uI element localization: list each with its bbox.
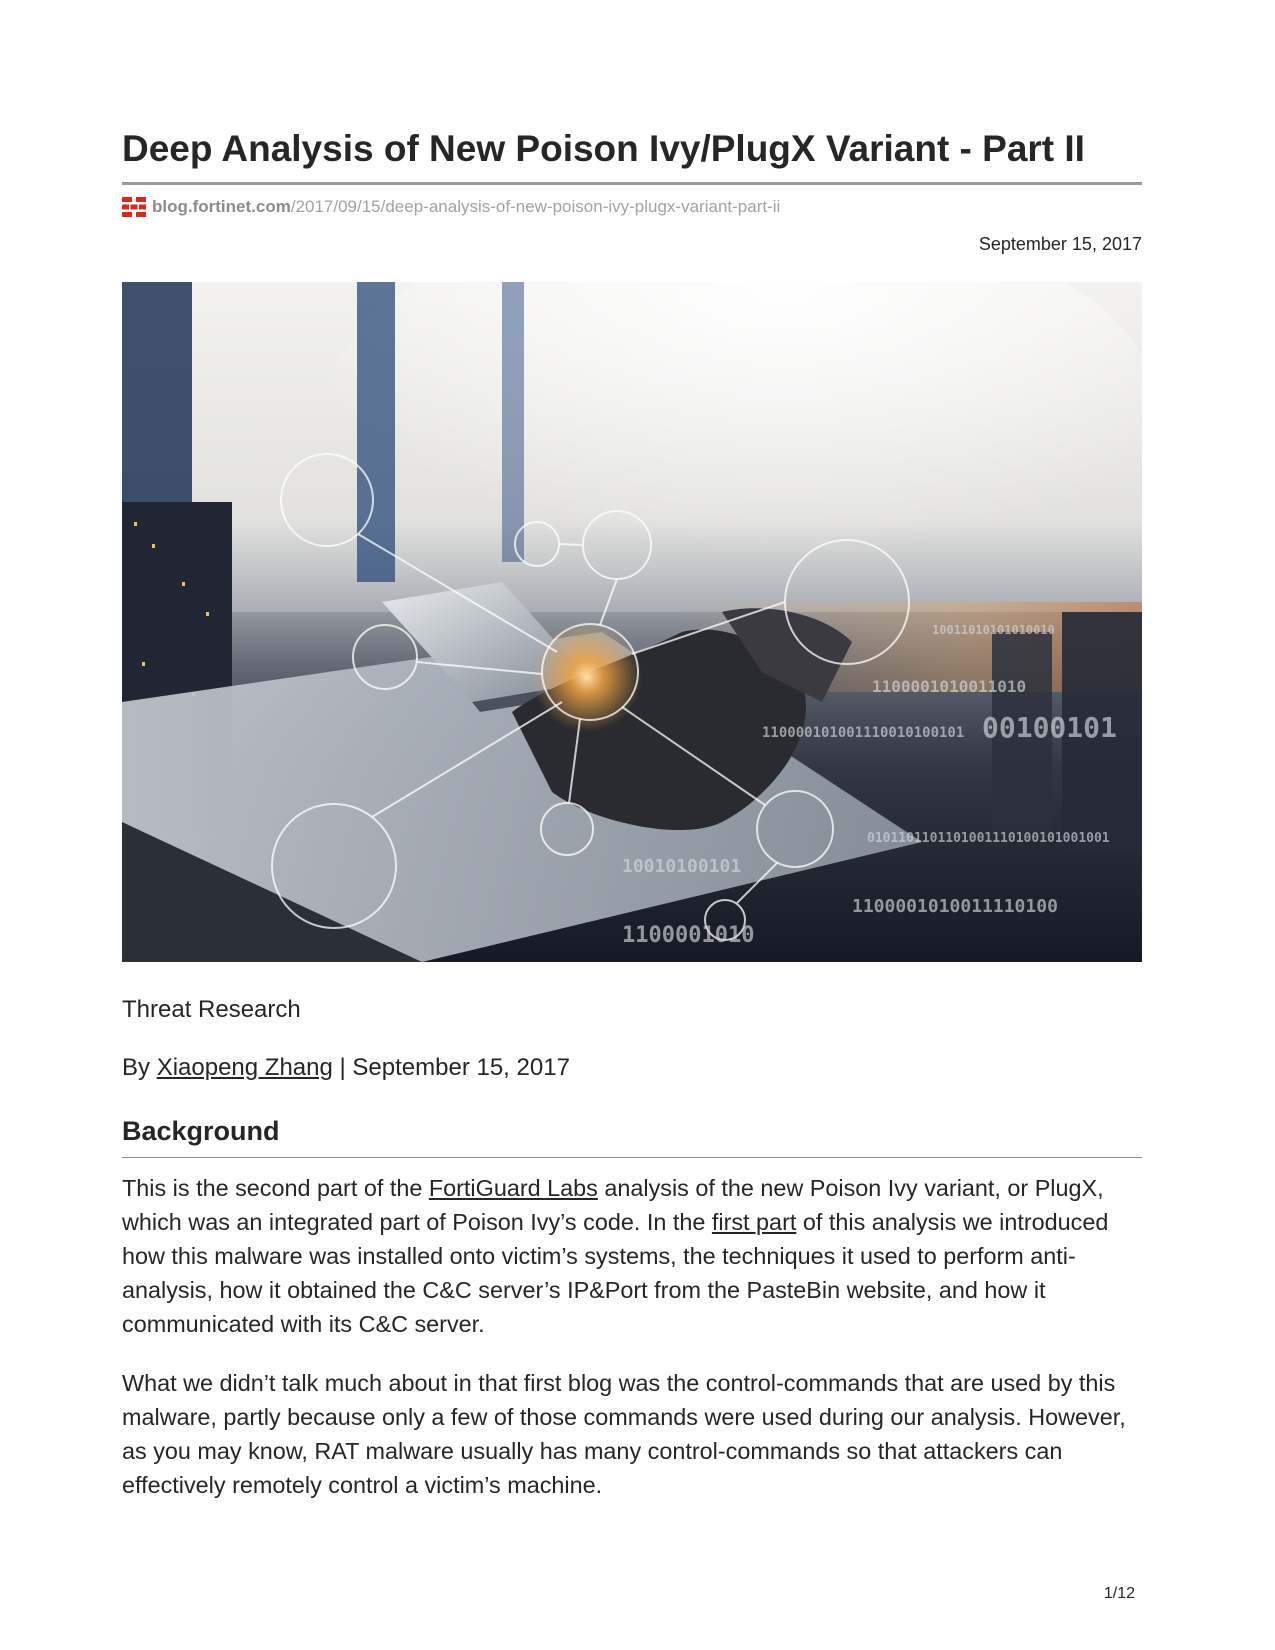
source-path: /2017/09/15/deep-analysis-of-new-poison-ivy-plugx-variant-part-ii [290,197,781,216]
source-domain: blog.fortinet.com [152,197,291,216]
hero-image [122,282,1142,962]
section-heading-background: Background [122,1116,280,1146]
hero-binary-1: 10011010101010010 [932,623,1055,637]
byline-date: September 15, 2017 [352,1054,570,1081]
page-number: 1/12 [1103,1585,1135,1602]
section-divider [122,1157,1142,1158]
article-category: Threat Research [122,996,301,1023]
hero-binary-8: 1100001010011110100 [852,896,1058,917]
hero-binary-4: 00100101 [982,711,1117,744]
fortiguard-labs-link[interactable]: FortiGuard Labs [428,1175,598,1201]
source-url[interactable] [122,196,780,218]
fortinet-logo-icon [122,197,146,217]
article-title: Deep Analysis of New Poison Ivy/PlugX Variant - Part II [122,128,1085,169]
hero-binary-3: 110000101001110010100101 [762,725,965,741]
paragraph-1 [122,1171,1142,1341]
paragraph-1-text-b: analysis of the new Poison Ivy variant, or PlugX, which was an integrated part of Poison Ivy’s code. In the [122,1175,1104,1235]
first-part-link[interactable]: first part [711,1209,797,1235]
author-link[interactable]: Xiaopeng Zhang [156,1054,333,1081]
paragraph-1-text-c: of this analysis we introduced how this malware was installed onto victim’s systems, the techniques it used to perform anti-analysis, how it obtained the C&C server’s IP&Port from the PasteBin website, and how it communicated with its C&C server. [122,1209,1109,1337]
byline-prefix: By [122,1054,157,1081]
paragraph-1-text-a: This is the second part of the [122,1175,429,1201]
hero-binary-2: 1100001010011010 [872,677,1027,696]
hero-binary-5: 0101101101101001110100101001001 [867,831,1110,846]
byline-separator: | [332,1054,353,1081]
byline [122,1054,570,1082]
title-divider [122,182,1142,185]
paragraph-2: What we didn’t talk much about in that first blog was the control-commands that are used by this malware, partly because only a few of those commands were used during our analysis. However, as you may know, RAT malware usually has many control-commands so that attackers can effectively remotely control a victim’s machine. [122,1370,1126,1498]
hero-illustration [122,282,1142,962]
publish-date: September 15, 2017 [978,234,1142,254]
hero-binary-6: 10010100101 [622,856,742,877]
hero-binary-7: 1100001010 [622,923,755,948]
document-page [122,0,1142,1650]
